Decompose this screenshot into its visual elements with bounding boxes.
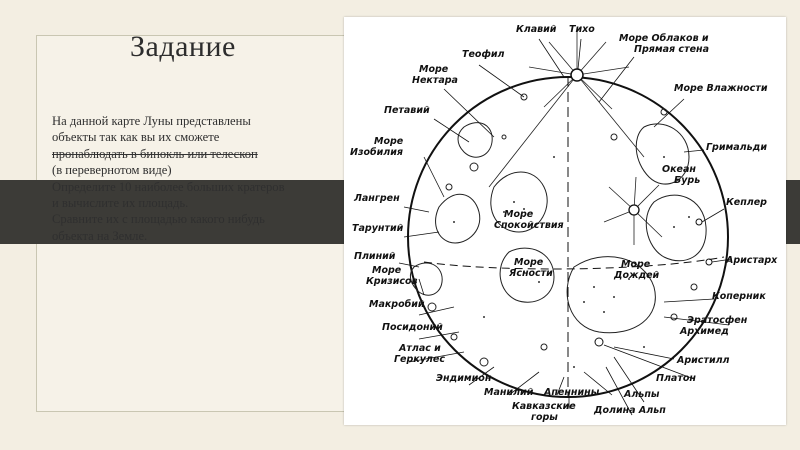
label-more-yasnosti-2: Ясности (509, 268, 553, 279)
label-okean-bur-2: Бурь (674, 175, 701, 186)
label-aristarkh: Аристарх (726, 255, 778, 266)
label-maniliy: Манилий (484, 387, 534, 398)
label-okean-bur-1: Океан (662, 164, 696, 175)
label-platon: Платон (656, 373, 696, 384)
label-arkhimed: Архимед (680, 326, 729, 337)
task-line: (в перевернотом виде) (52, 163, 172, 178)
label-posidoniy: Посидоний (382, 322, 443, 333)
label-more-izobiliya-1: Море (374, 136, 404, 147)
task-line: объекта на Земле. (52, 228, 148, 243)
label-makrobiy: Макробий (369, 299, 425, 310)
label-petaviy: Петавий (384, 105, 430, 116)
label-apenniny: Апеннины (544, 387, 600, 398)
label-alpy: Альпы (624, 389, 660, 400)
slide-title: Задание (130, 30, 236, 63)
label-more-yasnosti-1: Море (514, 257, 544, 268)
label-atlas-1: Атлас и (399, 343, 441, 354)
task-line: объекты так как вы их сможете (52, 130, 220, 145)
aristarchus-crater (706, 259, 712, 265)
label-pliniy: Плиний (354, 251, 396, 262)
label-more-oblakov-2: Прямая стена (634, 44, 709, 55)
label-more-spokoystviya-1: Море (504, 209, 534, 220)
label-kepler: Кеплер (726, 197, 767, 208)
task-line: пронаблюдать в бинокль или телескоп (52, 146, 258, 161)
label-grimaldi: Гримальди (706, 142, 767, 153)
task-line: Определите 10 наиболее больших кратеров (52, 179, 285, 194)
label-more-nektara-1: Море (419, 64, 449, 75)
label-more-dozhdey-2: Дождей (614, 270, 660, 281)
task-line: и вычислите их площадь. (52, 196, 189, 211)
label-teofil: Теофил (462, 49, 505, 60)
task-text (52, 113, 342, 244)
copernicus-crater (629, 205, 639, 215)
label-more-krizisov-1: Море (372, 265, 402, 276)
label-tiho: Тихо (569, 24, 595, 35)
task-line: Сравните их с площадью какого нибудь (52, 212, 265, 227)
label-more-izobiliya-2: Изобилия (350, 147, 404, 158)
label-more-krizisov-2: Кризисов (366, 276, 418, 287)
label-aristill: Аристилл (677, 355, 730, 366)
moon-map (344, 17, 786, 425)
task-line: На данной карте Луны представлены (52, 114, 251, 128)
label-more-oblakov-1: Море Облаков и (619, 33, 709, 44)
label-more-nektara-2: Нектара (412, 75, 458, 86)
label-dolina-alp: Долина Альп (594, 405, 666, 416)
moon-map-drawing (344, 17, 786, 425)
label-endimion: Эндимион (436, 373, 492, 384)
label-more-dozhdey-1: Море (621, 259, 651, 270)
label-kavkaz-1: Кавказские (512, 401, 576, 412)
kepler-crater (696, 219, 702, 225)
label-kavkaz-2: горы (531, 412, 558, 423)
label-klaviy: Клавий (516, 24, 557, 35)
tycho-crater (571, 69, 583, 81)
plato-crater (595, 338, 603, 346)
label-more-vlazhnosti: Море Влажности (674, 83, 768, 94)
label-more-spokoystviya-2: Спокойствия (494, 220, 564, 231)
label-langren: Лангрен (354, 193, 400, 204)
label-atlas-2: Геркулес (394, 354, 445, 365)
label-taruntiy: Тарунтий (352, 223, 404, 234)
label-eratosfen: Эратосфен (687, 315, 748, 326)
label-kopernik: Коперник (712, 291, 766, 302)
